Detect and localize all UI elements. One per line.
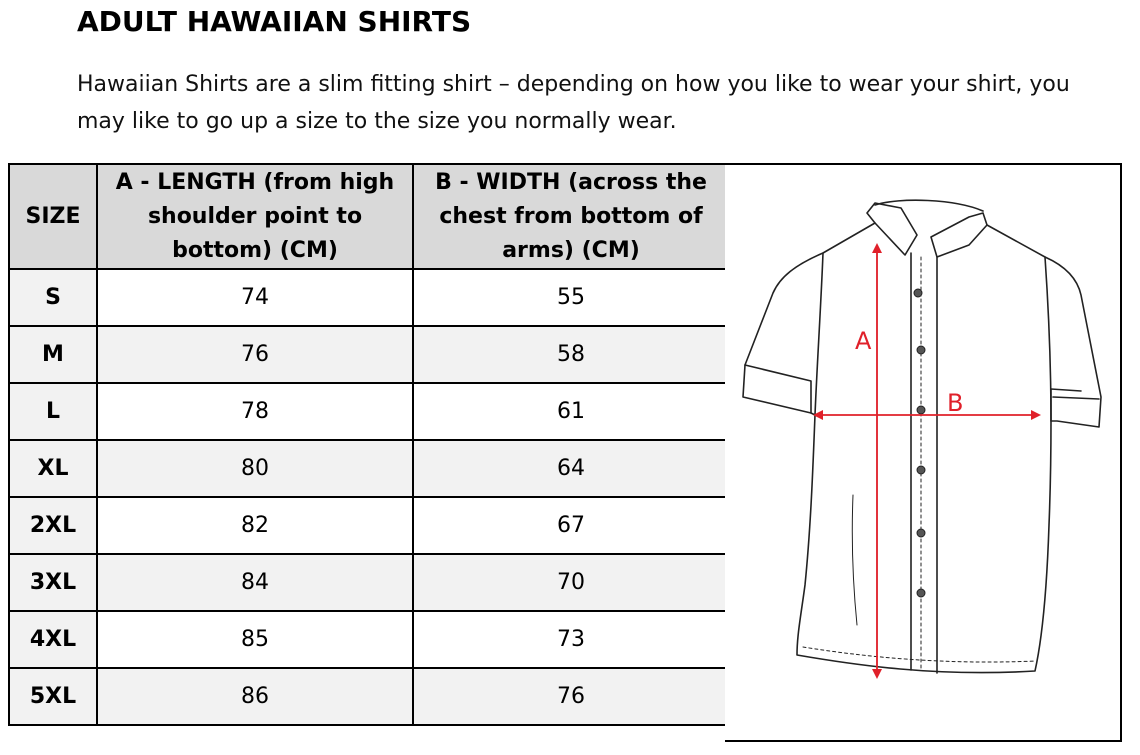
length-cell: 86 [97, 668, 413, 725]
shirt-diagram-panel [725, 163, 1122, 742]
header-length-label: A - LENGTH (from high shoulder point to bottom) (CM) [115, 169, 395, 263]
label-b: B [947, 389, 964, 417]
size-cell: 4XL [9, 611, 97, 668]
size-cell: L [9, 383, 97, 440]
width-cell: 64 [413, 440, 729, 497]
width-cell: 70 [413, 554, 729, 611]
page-title: ADULT HAWAIIAN SHIRTS [77, 5, 472, 38]
size-cell: 5XL [9, 668, 97, 725]
shirt-outline [743, 200, 1101, 673]
right-armhole [1045, 257, 1051, 421]
length-cell: 74 [97, 269, 413, 326]
shirt-diagram [725, 165, 1120, 740]
width-cell: 76 [413, 668, 729, 725]
size-cell: XL [9, 440, 97, 497]
table-body [9, 269, 729, 725]
header-width [413, 164, 729, 269]
measure-arrows [815, 245, 1039, 677]
collar-right [931, 213, 987, 257]
width-cell: 67 [413, 497, 729, 554]
width-cell: 55 [413, 269, 729, 326]
length-cell: 84 [97, 554, 413, 611]
hem-stitch [803, 647, 1035, 662]
table-row [9, 326, 729, 383]
table-row [9, 440, 729, 497]
button-icon [917, 406, 925, 414]
button-icon [917, 529, 925, 537]
buttons [914, 289, 925, 597]
width-cell: 58 [413, 326, 729, 383]
size-cell: S [9, 269, 97, 326]
size-cell: 3XL [9, 554, 97, 611]
table-row [9, 383, 729, 440]
length-cell: 85 [97, 611, 413, 668]
right-cuff [1051, 389, 1081, 421]
length-cell: 80 [97, 440, 413, 497]
size-cell: 2XL [9, 497, 97, 554]
button-icon [914, 289, 922, 297]
header-size [9, 164, 97, 269]
length-cell: 78 [97, 383, 413, 440]
table-row [9, 611, 729, 668]
label-a: A [855, 327, 872, 355]
header-width-label: B - WIDTH (across the chest from bottom of arms) (CM) [435, 169, 707, 263]
button-icon [917, 466, 925, 474]
intro-paragraph: Hawaiian Shirts are a slim fitting shirt – depending on how you like to wear your shirt, you may like to go up a size to the size you normally wear. [77, 72, 1070, 134]
side-seam-left [852, 495, 857, 625]
length-cell: 82 [97, 497, 413, 554]
header-length [97, 164, 413, 269]
table-row [9, 668, 729, 725]
header-size-label: SIZE [25, 203, 81, 229]
size-chart-table [8, 163, 730, 726]
length-cell: 76 [97, 326, 413, 383]
left-armhole [815, 253, 823, 415]
button-icon [917, 346, 925, 354]
right-cuff-line [1053, 397, 1099, 399]
width-cell: 73 [413, 611, 729, 668]
collar-left [867, 203, 917, 255]
table-row [9, 269, 729, 326]
size-cell: M [9, 326, 97, 383]
table-row [9, 497, 729, 554]
table-row [9, 554, 729, 611]
width-cell: 61 [413, 383, 729, 440]
table-header-row [9, 164, 729, 269]
button-icon [917, 589, 925, 597]
